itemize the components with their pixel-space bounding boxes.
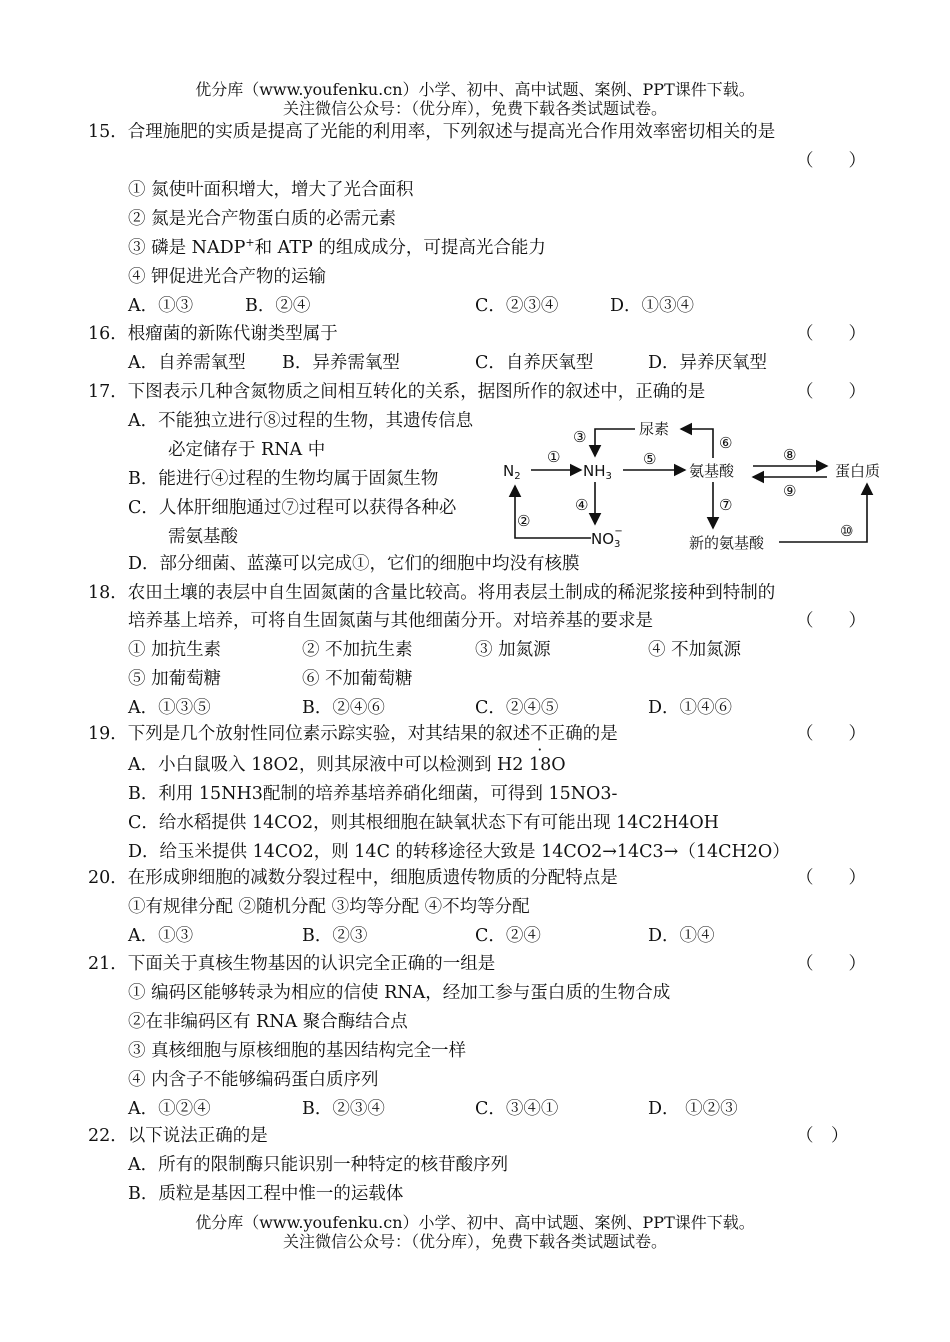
- q21-stem: 21．下面关于真核生物基因的认识完全正确的一组是: [88, 954, 496, 974]
- arrow-3: [595, 429, 635, 456]
- q17-option-b[interactable]: B．能进行④过程的生物均属于固氮生物: [128, 469, 439, 489]
- nitrogen-conversion-diagram: [495, 412, 905, 557]
- q20-option-b[interactable]: B．②③: [302, 926, 368, 946]
- label-3: ③: [573, 428, 587, 446]
- q19-stem-emphasis: 不: [530, 724, 548, 744]
- q15-s3-part-b: 和 ATP 的组成成分，可提高光合能力: [254, 238, 546, 258]
- q21-statement-4: ④ 内含子不能够编码蛋白质序列: [128, 1070, 379, 1090]
- label-7: ⑦: [719, 496, 733, 514]
- q19-option-c[interactable]: C．给水稻提供 14CO2，则其根细胞在缺氧状态下有可能出现 14C2H4OH: [128, 813, 719, 833]
- q19-stem: [88, 722, 618, 746]
- q18-option-d[interactable]: D．①④⑥: [648, 698, 733, 718]
- q17-answer-blank[interactable]: （ ）: [796, 382, 866, 402]
- q18-item-6: ⑥ 不加葡萄糖: [302, 669, 413, 689]
- q22-option-a[interactable]: A．所有的限制酶只能识别一种特定的核苷酸序列: [128, 1155, 509, 1175]
- q18-item-1: ① 加抗生素: [128, 640, 222, 660]
- q16-answer-blank[interactable]: （ ）: [796, 324, 866, 344]
- q20-option-a[interactable]: A．①③: [128, 926, 194, 946]
- q21-option-a[interactable]: A．①②④: [128, 1099, 211, 1119]
- q21-option-d[interactable]: D． ①②③: [648, 1099, 738, 1119]
- page-footer-line1: 优分库（www.youfenku.cn）小学、初中、高中试题、案例、PPT课件下载。: [195, 1213, 755, 1232]
- q18-stem-line2: 培养基上培养，可将自生固氮菌与其他细菌分开。对培养基的要求是: [128, 611, 653, 631]
- q22-stem: 22．以下说法正确的是: [88, 1126, 268, 1146]
- q20-statements: ①有规律分配 ②随机分配 ③均等分配 ④不均等分配: [128, 897, 530, 917]
- q15-s3-sup: +: [245, 236, 255, 250]
- q19-option-d[interactable]: D．给玉米提供 14CO2，则 14C 的转移途径大致是 14CO2→14C3→（14CH2O）: [128, 842, 790, 862]
- node-amino-acid: 氨基酸: [689, 462, 735, 480]
- q16-option-d[interactable]: D．异养厌氧型: [648, 353, 768, 373]
- q17-option-a[interactable]: A．不能独立进行⑧过程的生物，其遗传信息: [128, 411, 474, 431]
- q22-answer-blank[interactable]: （ ）: [796, 1126, 849, 1146]
- q19-stem-part-a: 19．下列是几个放射性同位素示踪实验，对其结果的叙述: [88, 724, 531, 744]
- node-n2: $N_2$: [503, 462, 521, 482]
- q17-option-c-cont: 需氨基酸: [168, 527, 238, 547]
- arrow-6: [681, 429, 713, 458]
- q17-option-d[interactable]: D．部分细菌、蓝藻可以完成①，它们的细胞中均没有核膜: [128, 554, 580, 574]
- q18-option-a[interactable]: A．①③⑤: [128, 698, 211, 718]
- q15-s3-part-a: ③ 磷是 NADP: [128, 238, 246, 258]
- q21-answer-blank[interactable]: （ ）: [796, 954, 866, 974]
- q18-item-2: ② 不加抗生素: [302, 640, 413, 660]
- label-2: ②: [517, 512, 531, 530]
- q21-statement-1: ① 编码区能够转录为相应的信使 RNA，经加工参与蛋白质的生物合成: [128, 983, 671, 1003]
- q20-option-d[interactable]: D．①④: [648, 926, 715, 946]
- node-no3: $NO_3-$: [591, 526, 623, 550]
- q16-stem: 16．根瘤菌的新陈代谢类型属于: [88, 324, 338, 344]
- page-footer-line2: 关注微信公众号：（优分库），免费下载各类试题试卷。: [282, 1232, 667, 1251]
- q15-statement-1: ① 氮使叶面积增大，增大了光合面积: [128, 180, 414, 200]
- q19-option-b[interactable]: B．利用 15NH3配制的培养基培养硝化细菌，可得到 15NO3-: [128, 784, 618, 804]
- q19-answer-blank[interactable]: （ ）: [796, 724, 866, 744]
- q20-answer-blank[interactable]: （ ）: [796, 868, 866, 888]
- label-9: ⑨: [783, 482, 797, 500]
- q17-stem: 17．下图表示几种含氮物质之间相互转化的关系，据图所作的叙述中，正确的是: [88, 382, 706, 402]
- q20-option-c[interactable]: C．②④: [475, 926, 541, 946]
- label-1: ①: [547, 448, 561, 466]
- q21-option-c[interactable]: C．③④①: [475, 1099, 559, 1119]
- node-nh3: $NH_3$: [583, 462, 612, 482]
- q15-statement-2: ② 氮是光合产物蛋白质的必需元素: [128, 209, 397, 229]
- node-protein: 蛋白质: [835, 462, 881, 480]
- q15-statement-3: [128, 236, 546, 260]
- q15-statement-4: ④ 钾促进光合产物的运输: [128, 267, 327, 287]
- q19-option-a[interactable]: A．小白鼠吸入 18O2，则其尿液中可以检测到 H2 18O: [128, 755, 566, 775]
- q21-statement-2: ②在非编码区有 RNA 聚合酶结合点: [128, 1012, 408, 1032]
- q17-option-a-cont: 必定储存于 RNA 中: [168, 440, 326, 460]
- q18-item-3: ③ 加氮源: [475, 640, 551, 660]
- q16-option-b[interactable]: B．异养需氧型: [282, 353, 400, 373]
- q18-stem-line1: 18．农田土壤的表层中自生固氮菌的含量比较高。将用表层土制成的稀泥浆接种到特制的: [88, 583, 776, 603]
- node-urea: 尿素: [639, 420, 670, 438]
- q20-stem: 20．在形成卵细胞的减数分裂过程中，细胞质遗传物质的分配特点是: [88, 868, 618, 888]
- page-header-line1: 优分库（www.youfenku.cn）小学、初中、高中试题、案例、PPT课件下载。: [195, 80, 755, 99]
- q21-statement-3: ③ 真核细胞与原核细胞的基因结构完全一样: [128, 1041, 467, 1061]
- q18-item-4: ④ 不加氮源: [648, 640, 742, 660]
- q18-answer-blank[interactable]: （ ）: [796, 611, 866, 631]
- q21-option-b[interactable]: B．②③④: [302, 1099, 385, 1119]
- label-10: ⑩: [840, 522, 854, 540]
- label-6: ⑥: [719, 434, 733, 452]
- q15-option-d[interactable]: D．①③④: [610, 296, 695, 316]
- label-8: ⑧: [783, 446, 797, 464]
- q18-item-5: ⑤ 加葡萄糖: [128, 669, 222, 689]
- label-4: ④: [575, 496, 589, 514]
- q17-option-c[interactable]: C．人体肝细胞通过⑦过程可以获得各种必: [128, 498, 457, 518]
- node-new-amino-acid: 新的氨基酸: [689, 534, 765, 552]
- page-header-line2: 关注微信公众号：（优分库），免费下载各类试题试卷。: [282, 99, 667, 118]
- q18-option-b[interactable]: B．②④⑥: [302, 698, 385, 718]
- q15-option-a[interactable]: A．①③: [128, 296, 194, 316]
- q22-option-b[interactable]: B．质粒是基因工程中惟一的运载体: [128, 1184, 404, 1204]
- label-5: ⑤: [643, 450, 657, 468]
- q15-stem: 15．合理施肥的实质是提高了光能的利用率，下列叙述与提高光合作用效率密切相关的是: [88, 122, 776, 142]
- q15-option-b[interactable]: B．②④: [245, 296, 311, 316]
- q16-option-a[interactable]: A．自养需氧型: [128, 353, 246, 373]
- q16-option-c[interactable]: C．自养厌氧型: [475, 353, 594, 373]
- q18-option-c[interactable]: C．②④⑤: [475, 698, 559, 718]
- q15-answer-blank[interactable]: （ ）: [796, 151, 866, 171]
- q15-option-c[interactable]: C．②③④: [475, 296, 559, 316]
- q19-stem-part-b: 正确的是: [547, 724, 618, 744]
